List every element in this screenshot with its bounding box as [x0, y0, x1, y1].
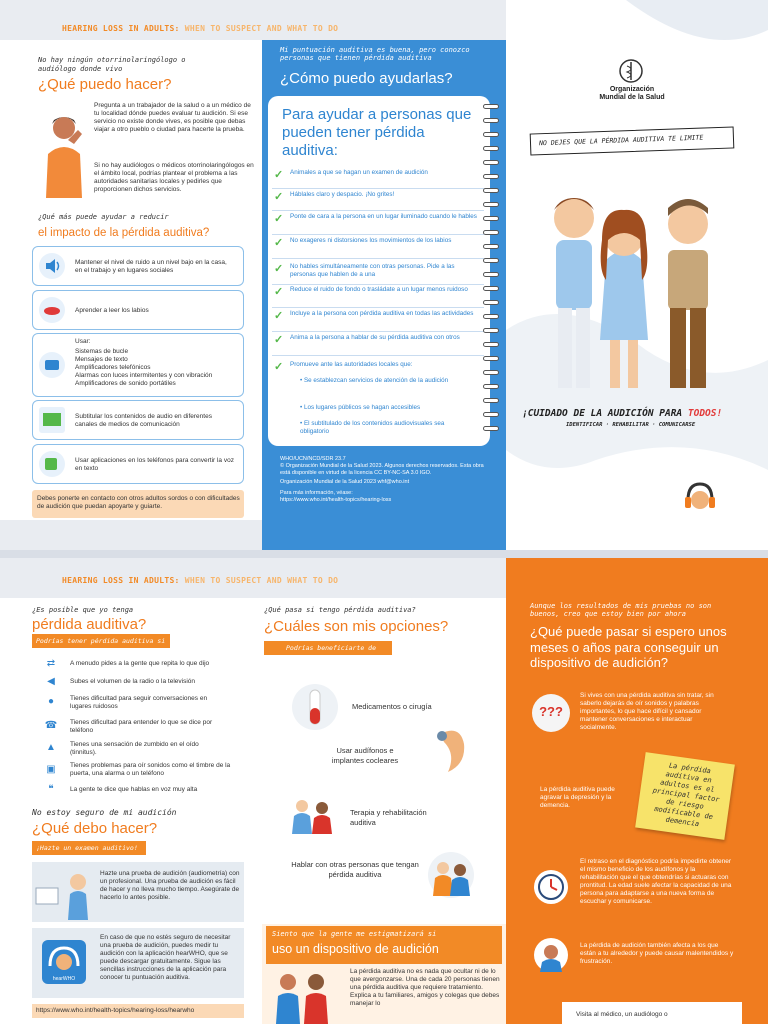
therapy-icon: [288, 790, 334, 836]
care-for-all-title: ¡CUIDADO DE LA AUDICIÓN PARA TODOS!: [522, 408, 723, 419]
spiral-ring: [483, 426, 499, 431]
loud-voice-icon: ❝: [48, 784, 54, 795]
bell-icon: ▲: [46, 742, 56, 753]
waiting-intro: Aunque los resultados de mis pruebas no son buenos, creo que estoy bien por ahora: [530, 602, 712, 618]
get-tested-bar: ¡Hazte un examen auditivo!: [32, 841, 146, 855]
checkmark-icon: ✓: [274, 237, 284, 249]
check-item: ✓ Animales a que se hagan un examen de audición: [272, 168, 484, 189]
card-devices: Usar: Sistemas de bucle Mensajes de texto Amplificadores telefónicos Alarmas con luces intermitentes y con vibración Amplificadores de sonido portátiles: [32, 333, 244, 397]
spiral-ring: [483, 202, 499, 207]
volume-icon: ◀: [47, 676, 55, 687]
card-speech-to-text: Usar aplicaciones en los teléfonos para convertir la voz en texto: [32, 444, 244, 484]
what-should-i-do-title: ¿Qué debo hacer?: [32, 820, 158, 837]
checkmark-icon: ✓: [274, 334, 284, 346]
stigma-text: La pérdida auditiva no es nada que ocultar ni de lo que avergonzarse. Una de cada 20 personas tienen una pérdida auditiva que requiere tratamiento. Explica a tu familiares, amigos y colegas que debes manejar lo: [350, 968, 500, 1007]
reduce-impact-intro: ¿Qué más puede ayudar a reducir: [38, 213, 169, 221]
hearing-aid-icon: [430, 724, 474, 776]
spiral-ring: [483, 118, 499, 123]
check-item: ✓ Ponte de cara a la persona en un lugar iluminado cuando le hables: [272, 212, 484, 235]
spiral-ring: [483, 384, 499, 389]
spiral-ring: [483, 314, 499, 319]
bottom-sheet: HEARING LOSS IN ADULTS: WHEN TO SUSPECT AND WHAT TO DO ¿Es posible que yo tenga pérdida auditiva? Podrías tener pérdida auditiva si ⇄ A menudo pides a la gente que repita lo que dijo ◀ Subes el volumen de la radio o la televisión ● Tienes dificultad para seguir conversaciones en lugares ruidosos ☎ Tienes dificultad para entender lo que se dice por teléfono ▲ Tienes una sensación de zumbido en el oído (tinnitus). ▣ Tienes problemas para oír sonidos como el timbre de la puerta, una alarma o un teléfono ❝ La gente te dice que hablas en voz muy alta No estoy seguro de mi audición ¿Qué debo hacer? ¡Hazte un examen auditivo! Hazte una prueba de audición (audiometría) con un profesional. Una prueba de audición es fácil de hacer y no lleva mucho tiempo. Asegúrate de hacerlo lo antes posible. hearWHO En caso de que no estés seguro de necesitar una prueba de audición, puedes medir tu audición con la aplicación hearWHO, que se puede descargar gratuitamente. Sigue las sencillas instrucciones de la aplicación para conocer tu puntuación auditiva. https://www.who.int/health-topics/hearing-loss/hearwho ¿Qué pasa si tengo pérdida auditiva? ¿Cuáles son mis opciones? Podrías beneficiarte de Medicamentos o cirugía Usar audífonos e implantes cocleares Terapia y rehabilitación auditiva Hablar con otras personas que tengan pérdida auditiva Siento que la gente me estigmatizará si uso un dispositivo de audición La pérdida auditiva no es nada que ocultar ni de lo que avergonzarse. Una de cada 20 personas tienen una pérdida auditiva que requiere tratamiento. Explica a tu familiares, amigos y colegas que debes manejar lo Aunque los resultados de mis pruebas no son buenos, creo que estoy bien por ahora ¿Qué puede pasar si espero unos meses o años para conseguir un dispositivo de audición? ??? Si vives con una pérdida auditiva sin tratar, sin saberlo dejarás de oír sonidos y palabras importantes, lo que hace difícil y cansador mantener conversaciones e interactuar socialmente. La pérdida auditiva puede agravar la depresión y la demencia. La pérdida auditiva en adultos es el principal factor de riesgo modificable de demencia El retraso en el diagnóstico podría impedirte obtener el mismo beneficio de los audífonos y la rehabilitación que el que obtendrías si actuaras con prontitud. La edad suele afectar la capacidad de una persona para adaptarse a una nueva forma de escuchar y comunicarse. La pérdida de audición también afecta a los que están a tu alrededor y puede causar malentendidos y frustración. Visita al médico, un audiólogo o: [0, 558, 768, 1024]
spiral-ring: [483, 286, 499, 291]
who-emblem-icon: [618, 58, 644, 84]
spiral-ring: [483, 370, 499, 375]
no-specialist-intro: No hay ningún otorrinolaringólogo o audiólogo donde vivo: [38, 56, 186, 73]
option-medicine: Medicamentos o cirugía: [352, 702, 432, 711]
sheet-divider: [0, 520, 262, 550]
spiral-ring: [483, 146, 499, 151]
alarm-icon: ▣: [46, 764, 56, 775]
chat-icon: [39, 451, 65, 477]
card-subtitles: Subtitular los contenidos de audio en diferentes canales de medios de comunicación: [32, 400, 244, 440]
spiral-ring: [483, 412, 499, 417]
contact-others-box: Debes ponerte en contacto con otros adultos sordos o con dificultades de audición que puedan apoyarte y guiarte.: [32, 490, 244, 518]
card-noise: Mantener el nivel de ruido a un nivel bajo en la casa, en el trabajo y en lugares sociales: [32, 246, 244, 286]
spiral-ring: [483, 300, 499, 305]
option-hearing-aids: Usar audífonos e implantes cocleares: [331, 746, 399, 765]
check-item: ✓ Háblales claro y despacio. ¡No grites!: [272, 190, 484, 211]
peer-group-icon: [428, 852, 474, 898]
visit-doctor-box: Visita al médico, un audiólogo o: [562, 1002, 742, 1024]
symptoms-bar: Podrías tener pérdida auditiva si: [32, 634, 170, 648]
subpoint: • Los lugares públicos se hagan accesibles: [300, 404, 421, 411]
dementia-sticky-note: La pérdida auditiva en adultos es el principal factor de riesgo modificable de demencia: [635, 752, 735, 840]
delay-text: El retraso en el diagnóstico podría impedirte obtener el mismo beneficio de los audífonos y la rehabilitación que el que obtendrías si actuaras con prontitud. La edad suele afectar la capacidad de una persona para adaptarse a una nueva forma de escuchar y comunicarse.: [580, 858, 732, 905]
card-lip-reading: Aprender a leer los labios: [32, 290, 244, 330]
checkmark-icon: ✓: [274, 263, 284, 275]
hearing-loss-title: pérdida auditiva?: [32, 616, 147, 633]
device-item: Sistemas de bucle: [75, 348, 129, 355]
top-header-title: HEARING LOSS IN ADULTS: WHEN TO SUSPECT AND WHAT TO DO: [62, 24, 339, 33]
options-title: ¿Cuáles son mis opciones?: [264, 618, 449, 635]
spiral-ring: [483, 216, 499, 221]
spiral-ring: [483, 230, 499, 235]
option-peers: Hablar con otras personas que tengan pérdida auditiva: [291, 860, 419, 879]
phone-icon: ☎: [44, 720, 58, 731]
crowd-icon: ●: [47, 696, 55, 707]
slogan-banner: NO DEJES QUE LA PÉRDIDA AUDITIVA TE LIMITE: [530, 126, 735, 155]
legal-block: WHO/UCN/NCD/SDR 23.7 © Organización Mundial de la Salud 2023. Algunos derechos reservados. Esta obra está disponible en virtud de la licencia CC BY-NC-SA 3.0 IGO. Organización Mundial de la Salud 2023 whf@who.int Para más información, véase: https://www.who.int/health-topics/hearing-loss: [280, 456, 484, 503]
hearwho-box: hearWHO En caso de que no estés seguro de necesitar una prueba de audición, puedes medir tu audición con la aplicación hearWHO, que se puede descargar gratuitamente. Sigue las sencillas instrucciones de la aplicación para conocer tu puntuación auditiva.: [32, 928, 244, 998]
hearwho-app-icon[interactable]: hearWHO: [42, 940, 86, 984]
spiral-ring: [483, 244, 499, 249]
speaker-icon: [39, 253, 65, 279]
device-item: Alarmas con luces intermitentes y con vibración: [75, 372, 213, 379]
device-item: Amplificadores telefónicos: [75, 364, 151, 371]
headphone-icon: [683, 480, 717, 514]
spiral-ring: [483, 160, 499, 165]
benefit-bar: Podrías beneficiarte de: [264, 641, 392, 655]
who-org-name: Organización Mundial de la Salud: [599, 86, 665, 101]
unsure-intro: No estoy seguro de mi audición: [32, 808, 177, 817]
clock-icon: [534, 870, 568, 904]
checkmark-icon: ✓: [274, 169, 284, 181]
waiting-title: ¿Qué puede pasar si espero unos meses o años para conseguir un dispositivo de audición?: [530, 624, 727, 670]
check-item: ✓ Anima a la persona a hablar de su pérdida auditiva con otros: [272, 333, 484, 356]
spiral-ring: [483, 188, 499, 193]
audiometry-box: Hazte una prueba de audición (audiometría) con un profesional. Una prueba de audición es fácil de hacer y no lleva mucho tiempo. Asegúrate de hacerlo lo antes posible.: [32, 862, 244, 922]
checkmark-icon: ✓: [274, 191, 284, 203]
spiral-ring: [483, 104, 499, 109]
spiral-ring: [483, 328, 499, 333]
checkmark-icon: ✓: [274, 213, 284, 225]
subpoint: • El subtitulado de los contenidos audiovisuales sea obligatorio: [300, 420, 445, 435]
question-icon: ???: [532, 694, 570, 732]
no-local-specialist-text: Si no hay audiólogos o médicos otorrinolaringólogos en el ámbito local, podrías plantear el problema a las autoridades sanitarias locales y pedirles que proporcionen dichos servicios.: [94, 162, 254, 193]
check-item: ✓ No exageres ni distorsiones los movimientos de los labios: [272, 236, 484, 259]
check-item: ✓ Reduce el ruido de fondo o trasládate a un lugar menos ruidoso: [272, 285, 484, 308]
depression-text: La pérdida auditiva puede agravar la depresión y la demencia.: [540, 786, 615, 809]
device-item: Mensajes de texto: [75, 356, 128, 363]
checkmark-icon: ✓: [274, 286, 284, 298]
medicine-icon: [292, 684, 338, 730]
check-item-advocate: ✓ Promueve ante las autoridades locales que: • Se establezcan servicios de atención de la audición • Los lugares públicos se hagan accesibles • El subtitulado de los contenidos audiovisuales sea obligatorio: [274, 361, 449, 435]
lips-icon: [39, 297, 65, 323]
untreated-text: Si vives con una pérdida auditiva sin tratar, sin saberlo dejarás de oír sonidos y palabras importantes, lo que hace difícil y cansador mantener conversaciones e interactuar socialmente.: [580, 692, 714, 731]
hearwho-link[interactable]: https://www.who.int/health-topics/hearing-loss/hearwho: [32, 1004, 244, 1018]
stigma-header: Siento que la gente me estigmatizará si uso un dispositivo de audición: [266, 926, 502, 964]
doctor-illustration: [38, 110, 90, 198]
spiral-ring: [483, 272, 499, 277]
affects-others-text: La pérdida de audición también afecta a los que están a tu alrededor y puede causar malentendidos y frustración.: [580, 942, 734, 965]
frustrated-person-icon: [534, 938, 568, 972]
people-illustration: [536, 180, 736, 395]
repeat-icon: ⇄: [46, 658, 56, 669]
spiral-ring: [483, 356, 499, 361]
good-score-intro: Mi puntuación auditiva es buena, pero conozco personas que tienen pérdida auditiva: [280, 46, 470, 62]
spiral-ring: [483, 398, 499, 403]
screen-icon: [39, 407, 65, 433]
option-therapy: Terapia y rehabilitación auditiva: [350, 808, 427, 827]
possible-loss-intro: ¿Es posible que yo tenga: [32, 606, 134, 614]
couple-illustration: [268, 968, 338, 1024]
devices-icon: [39, 352, 65, 378]
actions-line: IDENTIFICAR · REHABILITAR · COMUNICARSE: [566, 422, 696, 428]
check-item: ✓ Incluye a la persona con pérdida auditiva en todas las actividades: [272, 309, 484, 332]
subpoint: • Se establezcan servicios de atención de la audición: [300, 377, 449, 384]
options-intro: ¿Qué pasa si tengo pérdida auditiva?: [264, 606, 416, 614]
spiral-ring: [483, 342, 499, 347]
notepad-title: Para ayudar a personas que pueden tener pérdida auditiva:: [282, 106, 472, 159]
spiral-ring: [483, 258, 499, 263]
device-item: Amplificadores de sonido portátiles: [75, 380, 176, 387]
spiral-ring: [483, 174, 499, 179]
checkmark-icon: ✓: [274, 310, 284, 322]
bottom-header-title: HEARING LOSS IN ADULTS: WHEN TO SUSPECT AND WHAT TO DO: [62, 576, 339, 585]
spiral-ring: [483, 132, 499, 137]
check-item: ✓ No hables simultáneamente con otras personas. Pide a las personas que hablen de a una: [272, 262, 484, 285]
reduce-impact-title: el impacto de la pérdida auditiva?: [38, 227, 210, 239]
ask-health-worker-text: Pregunta a un trabajador de la salud o a un médico de tu localidad dónde puedes evaluar tu audición. Si ese servicio no existe donde vives, es posible que debas viajar a otro pueblo o ciudad para hacerte la prueba.: [94, 102, 251, 133]
audiometry-illustration: [34, 866, 94, 920]
what-can-i-do-title: ¿Qué puedo hacer?: [38, 76, 172, 93]
how-help-title: ¿Cómo puedo ayudarlas?: [280, 70, 453, 87]
checkmark-icon: ✓: [274, 361, 284, 373]
